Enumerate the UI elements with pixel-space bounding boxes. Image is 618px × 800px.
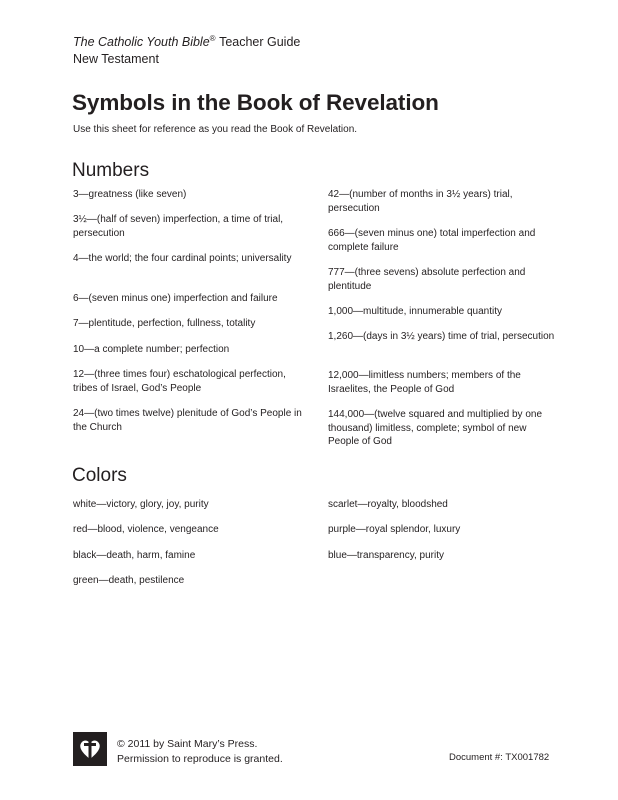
registered-mark: ® xyxy=(209,33,216,43)
number-entry: 42—(number of months in 3½ years) trial, persecution xyxy=(328,189,513,214)
color-entry: purple—royal splendor, luxury xyxy=(328,524,461,535)
number-entry: 4—the world; the four cardinal points; universality xyxy=(73,253,292,264)
number-entry: 24—(two times twelve) plenitude of God’s People in the Church xyxy=(73,408,302,433)
number-entry: 10—a complete number; perfection xyxy=(73,344,230,355)
numbers-heading: Numbers xyxy=(72,160,150,181)
number-entry: 777—(three sevens) absolute perfection and plentitude xyxy=(328,267,526,292)
document-header xyxy=(73,34,300,68)
footer-copyright-block xyxy=(117,737,283,766)
header-title-line xyxy=(73,34,300,51)
permission-text: Permission to reproduce is granted. xyxy=(117,752,283,765)
number-entry: 7—plentitude, perfection, fullness, totality xyxy=(73,318,256,329)
number-entry: 1,000—multitude, innumerable quantity xyxy=(328,306,502,317)
number-entry: 3½—(half of seven) imperfection, a time of trial, persecution xyxy=(73,214,284,239)
number-entry: 12—(three times four) eschatological perfection, tribes of Israel, God’s People xyxy=(73,369,286,394)
color-entry: black—death, harm, famine xyxy=(73,550,196,561)
saint-marys-press-logo-icon xyxy=(73,732,107,766)
book-title: The Catholic Youth Bible xyxy=(73,35,210,49)
color-entry: red—blood, violence, vengeance xyxy=(73,524,219,535)
number-entry: 1,260—(days in 3½ years) time of trial, persecution xyxy=(328,331,555,342)
number-entry: 3—greatness (like seven) xyxy=(73,189,187,200)
document-number: Document #: TX001782 xyxy=(449,752,550,763)
color-entry: blue—transparency, purity xyxy=(328,550,444,561)
number-entry: 144,000—(twelve squared and multiplied by one thousand) limitless, complete; symbol of new People of God xyxy=(328,409,543,447)
colors-heading: Colors xyxy=(72,465,127,486)
guide-label: Teacher Guide xyxy=(219,35,301,49)
copyright-text: © 2011 by Saint Mary’s Press. xyxy=(117,738,258,750)
color-entry: green—death, pestilence xyxy=(73,575,185,586)
intro-text: Use this sheet for reference as you read the Book of Revelation. xyxy=(73,124,358,135)
number-entry: 666—(seven minus one) total imperfection and complete failure xyxy=(328,228,536,253)
color-entry: white—victory, glory, joy, purity xyxy=(73,499,209,510)
color-entry: scarlet—royalty, bloodshed xyxy=(328,499,448,510)
number-entry: 12,000—limitless numbers; members of the Israelites, the People of God xyxy=(328,370,521,395)
number-entry: 6—(seven minus one) imperfection and failure xyxy=(73,293,278,304)
page-title: Symbols in the Book of Revelation xyxy=(72,90,439,115)
header-subtitle: New Testament xyxy=(73,52,159,66)
